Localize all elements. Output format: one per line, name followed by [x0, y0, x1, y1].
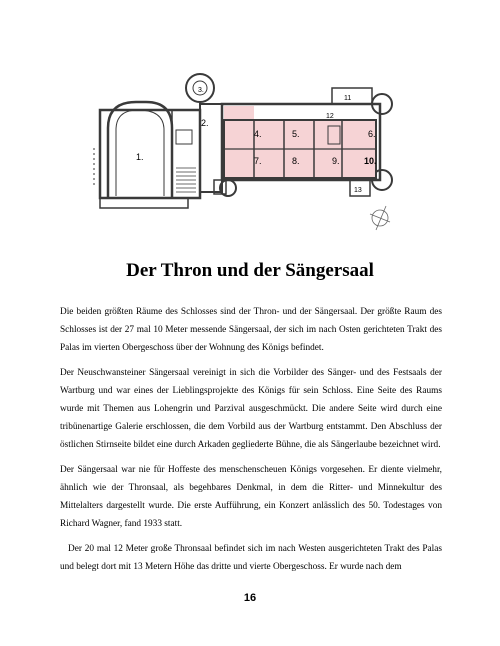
- section-heading: Der Thron und der Sängersaal: [126, 260, 374, 281]
- paragraph: Der Sängersaal war nie für Hoffeste des menschenscheuen Königs vorgesehen. Er diente vielmehr, ähnlich wie der Thronsaal, als begehbares Denkmal, in dem die Ritter- und Minnekultur des Mittelalters dargestellt wurde. Die erste Aufführung, ein Konzert anlässlich des 50. Todestages von Richard Wagner, fand 1933 statt.: [60, 465, 442, 529]
- castle-floor-plan: [88, 68, 413, 248]
- room-label: 7.: [254, 156, 262, 166]
- stairs: [176, 168, 196, 192]
- room-label: 2.: [201, 118, 209, 128]
- room-label: 5.: [292, 129, 300, 139]
- room-label: 3.: [198, 87, 204, 94]
- room-label: 10.: [364, 156, 377, 166]
- highlighted-rooms: [224, 106, 376, 178]
- room-label: 13: [354, 187, 362, 194]
- plan-outline: [100, 180, 226, 208]
- room-label: 4.: [254, 129, 262, 139]
- paragraph: Der 20 mal 12 Meter große Thronsaal befindet sich im nach Westen ausgerichteten Trakt des Palas und belegt dort mit 13 Metern Höhe das dritte und vierte Obergeschoss. Er wurde nach dem: [60, 544, 442, 572]
- compass-rose-icon: [370, 206, 390, 230]
- room-label: 12: [326, 113, 334, 120]
- room-label: 8.: [292, 156, 300, 166]
- room-label: 6.: [368, 129, 376, 139]
- body-text: [60, 303, 442, 583]
- paragraph: Der Neuschwansteiner Sängersaal vereinigt in sich die Vorbilder des Sänger- und des Festsaals der Wartburg und war eines der Lieblingsprojekte des Königs für sein Schloss. Eine Seite des Raums wurde mit Themen aus Lohengrin und Parzival ausgeschmückt. Die andere Seite wird durch eine tribünenartige Galerie erschlossen, die dem Vorbild aus der Wartburg entstammt. Den Abschluss der östlichen Stirnseite bildet eine durch Arkaden gegliederte Bühne, die als Sängerlaube bezeichnet wird.: [60, 368, 442, 450]
- page-number: 16: [243, 592, 257, 604]
- room-label: 1.: [136, 152, 144, 162]
- room-label: 11: [344, 95, 352, 102]
- room-label: 9.: [332, 156, 340, 166]
- paragraph: Die beiden größten Räume des Schlosses sind der Thron- und der Sängersaal. Der größte Raum des Schlosses ist der 27 mal 10 Meter messende Sängersaal, der sich im nach Osten gerichteten Trakt des Palas im vierten Obergeschoss über der Wohnung des Königs befindet.: [60, 307, 442, 353]
